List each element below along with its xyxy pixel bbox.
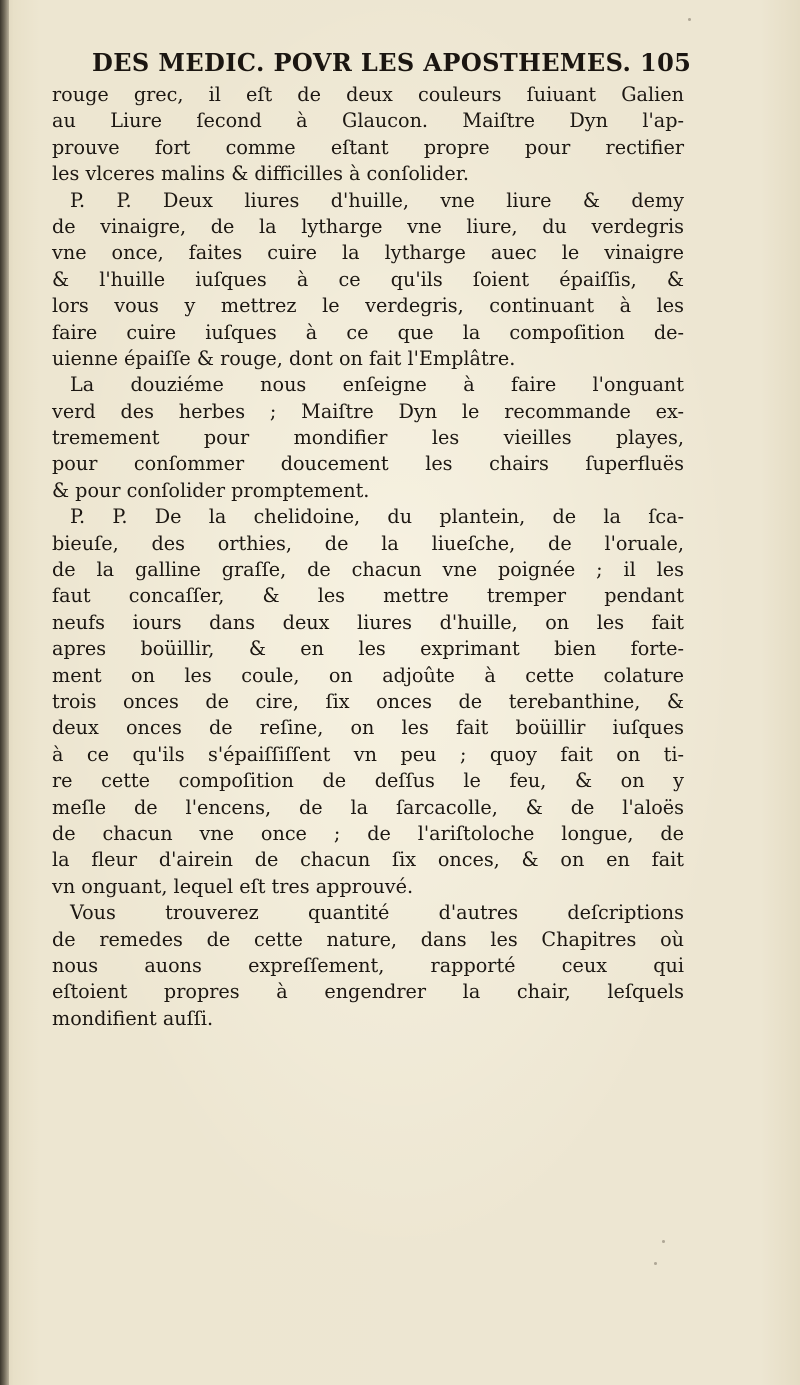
text-line: uienne épaiſſe & rouge, dont on fait l'Emplâtre. <box>52 346 516 370</box>
text-line: de vinaigre, de la lytharge vne liure, du verdegris <box>52 214 684 238</box>
text-line: tremement pour mondifier les vieilles playes, <box>52 426 684 450</box>
paper-speck <box>662 1240 665 1243</box>
text-line: deux onces de reſine, on les fait boüillir iuſques <box>52 716 684 740</box>
text-line: faut concaſſer, & les mettre tremper pendant <box>52 584 684 608</box>
text-line: la fleur d'airein de chacun ſix onces, & on en fait <box>52 848 684 872</box>
text-line: P. P. Deux liures d'huille, vne liure & demy <box>70 188 684 212</box>
text-line: à ce qu'ils s'épaiſſiſſent vn peu ; quoy fait on ti- <box>52 742 684 766</box>
text-line: & pour conſolider promptement. <box>52 478 370 502</box>
text-line: P. P. De la chelidoine, du plantein, de la ſca- <box>70 505 684 529</box>
text-line: de chacun vne once ; de l'ariſtoloche longue, de <box>52 821 684 845</box>
page-binding-edge <box>0 0 9 1385</box>
text-line: re cette compoſition de deſſus le feu, & on y <box>52 769 684 793</box>
text-line: prouve fort comme eſtant propre pour rectifier <box>52 135 684 159</box>
text-line: mondifient auſſi. <box>52 1006 214 1030</box>
text-line: bieuſe, des orthies, de la liueſche, de l'oruale, <box>52 531 684 555</box>
text-line: rouge grec, il eſt de deux couleurs ſuiuant Galien <box>52 83 684 106</box>
text-line: de la galline graſſe, de chacun vne poignée ; il les <box>52 558 684 582</box>
text-line: faire cuire iuſques à ce que la compoſition de- <box>52 320 684 344</box>
text-line: vne once, faites cuire la lytharge auec le vinaigre <box>52 241 684 265</box>
text-line: les vlceres malins & difficilles à conſolider. <box>52 162 469 186</box>
body-text <box>52 82 684 1032</box>
text-line: nous auons expreſſement, rapporté ceux qui <box>52 953 684 977</box>
text-line: au Liure ſecond à Glaucon. Maiſtre Dyn l'ap- <box>52 109 684 133</box>
text-line: La douziéme nous enſeigne à faire l'onguant <box>70 373 684 397</box>
text-line: apres boüillir, & en les exprimant bien forte- <box>52 637 684 661</box>
text-line: trois onces de cire, ſix onces de terebanthine, & <box>52 689 684 713</box>
text-line: vn onguant, lequel eſt tres approuvé. <box>52 874 414 898</box>
text-line: neufs iours dans deux liures d'huille, on les fait <box>52 610 684 634</box>
paper-speck <box>688 18 691 21</box>
running-head: DES MEDIC. POVR LES APOSTHEMES. 105 <box>92 48 692 77</box>
text-line: verd des herbes ; Maiſtre Dyn le recommande ex- <box>52 399 684 423</box>
text-line: eſtoient propres à engendrer la chair, leſquels <box>52 980 684 1004</box>
text-line: lors vous y mettrez le verdegris, continuant à les <box>52 294 684 318</box>
text-line: & l'huille iuſques à ce qu'ils ſoient épaiſſis, & <box>52 267 684 291</box>
text-line: meſle de l'encens, de la ſarcacolle, & de l'aloës <box>52 795 684 819</box>
text-line: pour conſommer doucement les chairs ſuperfluës <box>52 452 684 476</box>
text-line: ment on les coule, on adjoûte à cette colature <box>52 663 684 687</box>
paper-speck <box>654 1262 657 1265</box>
text-line: Vous trouverez quantité d'autres deſcriptions <box>70 901 684 925</box>
text-line: de remedes de cette nature, dans les Chapitres où <box>52 927 684 951</box>
